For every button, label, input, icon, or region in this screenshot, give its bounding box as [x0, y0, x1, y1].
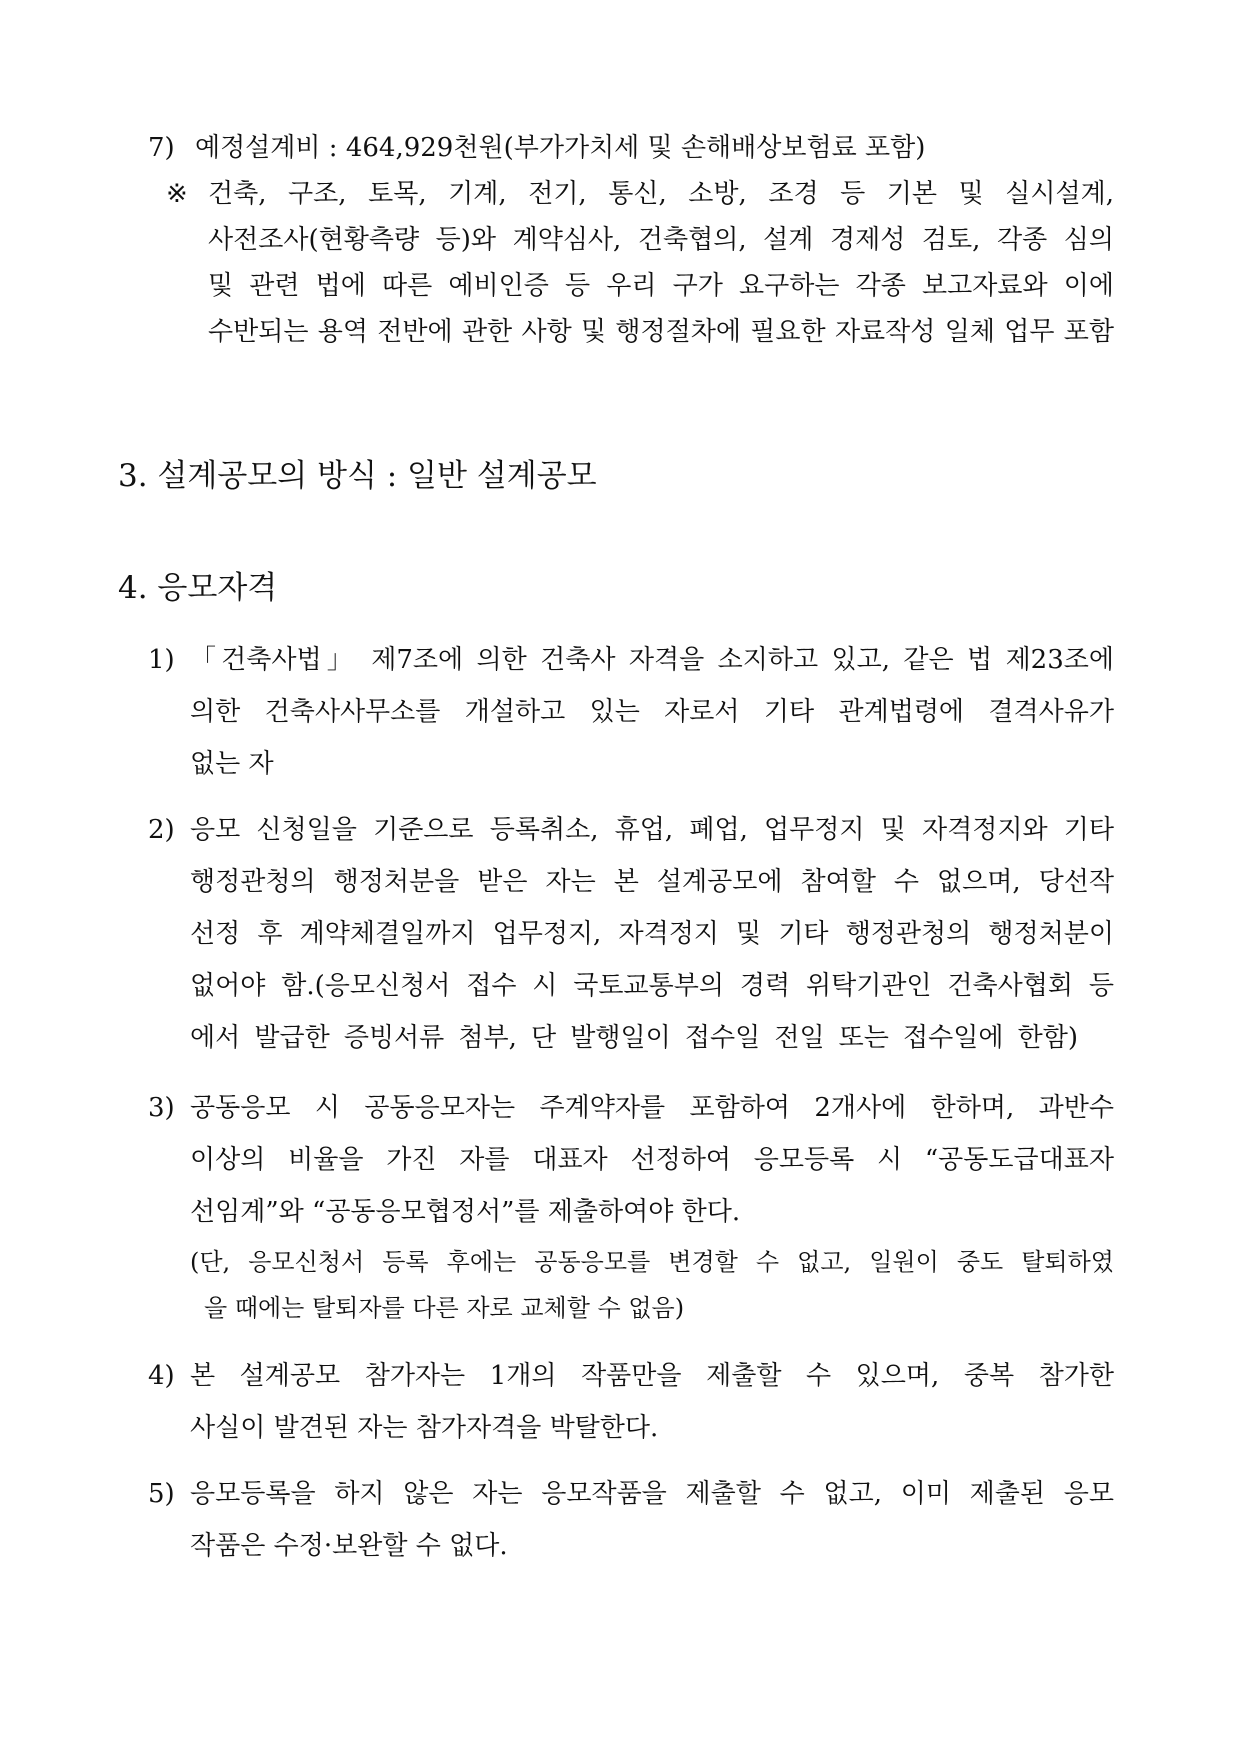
item-line: 선임계”와 “공동응모협정서”를 제출하여야 한다. — [190, 1197, 741, 1227]
item-line: 본 설계공모 참가자는 1개의 작품만을 제출할 수 있으며, 중복 참가한 — [190, 1361, 1114, 1391]
item-number: 4) — [148, 1361, 175, 1391]
item-line: 선정 후 계약체결일까지 업무정지, 자격정지 및 기타 행정관청의 행정처분이 — [190, 919, 1114, 949]
note-line: 및 관련 법에 따른 예비인증 등 우리 구가 요구하는 각종 보고자료와 이에 — [208, 271, 1114, 301]
item-number: 3) — [148, 1093, 175, 1123]
item-sub-line: (단, 응모신청서 등록 후에는 공동응모를 변경할 수 없고, 일원이 중도 탈퇴하였 — [190, 1248, 1114, 1276]
item-line: 응모등록을 하지 않은 자는 응모작품을 제출할 수 없고, 이미 제출된 응모 — [190, 1479, 1114, 1509]
item-line: 공동응모 시 공동응모자는 주계약자를 포함하여 2개사에 한하며, 과반수 — [190, 1093, 1114, 1123]
note-line: 수반되는 용역 전반에 관한 사항 및 행정절차에 필요한 자료작성 일체 업무 포함 — [208, 317, 1114, 347]
item-line: 응모 신청일을 기준으로 등록취소, 휴업, 폐업, 업무정지 및 자격정지와 기타 — [190, 815, 1114, 845]
item-7 — [148, 130, 925, 166]
item-number: 5) — [148, 1479, 175, 1509]
section-4-title: 4. 응모자격 — [118, 570, 278, 606]
item-line: 없어야 함.(응모신청서 접수 시 국토교통부의 경력 위탁기관인 건축사협회 등 — [190, 971, 1114, 1001]
item-line: 작품은 수정·보완할 수 없다. — [190, 1531, 508, 1561]
item-line: 없는 자 — [190, 749, 274, 779]
item-sub-line: 을 때에는 탈퇴자를 다른 자로 교체할 수 없음) — [204, 1294, 685, 1322]
item-line: 이상의 비율을 가진 자를 대표자 선정하여 응모등록 시 “공동도급대표자 — [190, 1145, 1114, 1175]
item-number: 2) — [148, 815, 175, 845]
item-line: 의한 건축사사무소를 개설하고 있는 자로서 기타 관계법령에 결격사유가 — [190, 697, 1114, 727]
item-line: 행정관청의 행정처분을 받은 자는 본 설계공모에 참여할 수 없으며, 당선작 — [190, 867, 1114, 897]
item-line: 「건축사법」 제7조에 의한 건축사 자격을 소지하고 있고, 같은 법 제23조에 — [190, 645, 1114, 675]
item-number: 1) — [148, 645, 175, 675]
note-line: 사전조사(현황측량 등)와 계약심사, 건축협의, 설계 경제성 검토, 각종 심의 — [208, 225, 1114, 255]
item-line: 에서 발급한 증빙서류 첨부, 단 발행일이 접수일 전일 또는 접수일에 한함) — [190, 1023, 1078, 1053]
section-3-title: 3. 설계공모의 방식 : 일반 설계공모 — [118, 458, 597, 494]
item-line: 사실이 발견된 자는 참가자격을 박탈한다. — [190, 1413, 659, 1443]
item-7-text: 예정설계비 : 464,929천원(부가가치세 및 손해배상보험료 포함) — [194, 133, 926, 163]
item-7-number: 7) — [148, 133, 175, 163]
note-line: 건축, 구조, 토목, 기계, 전기, 통신, 소방, 조경 등 기본 및 실시설계, — [208, 179, 1114, 209]
note-mark: ※ — [166, 179, 188, 209]
